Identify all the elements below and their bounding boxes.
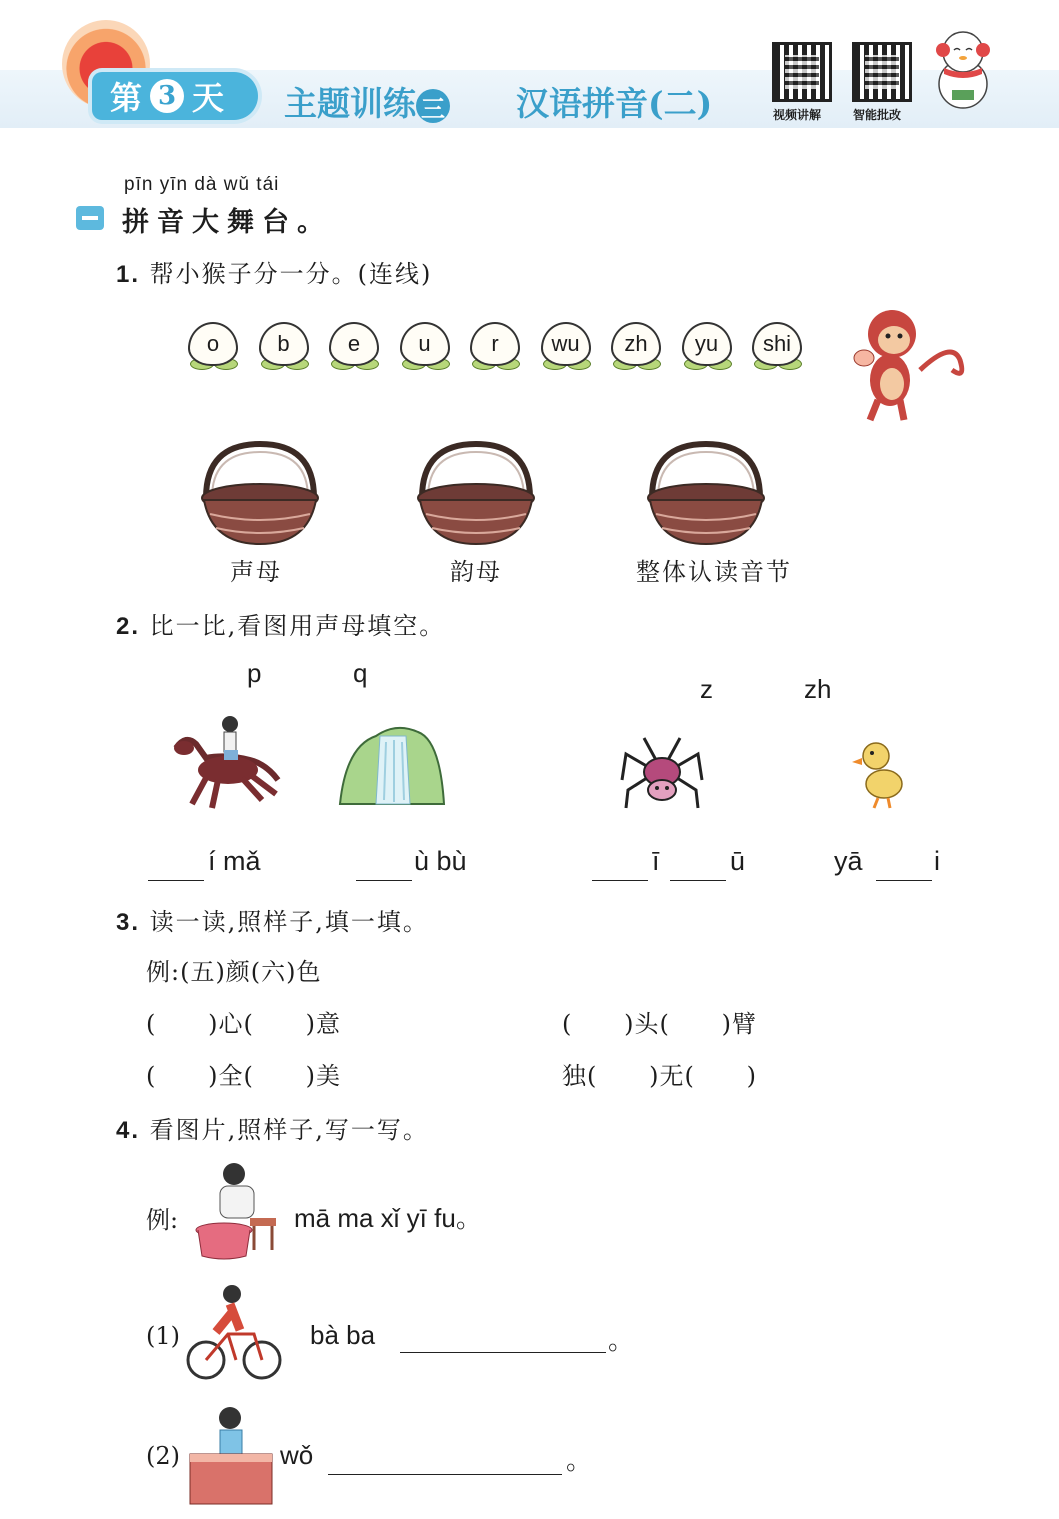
- peach-card[interactable]: [468, 316, 522, 370]
- theme-title: [284, 78, 450, 125]
- waterfall-icon: [336, 716, 448, 808]
- peach-card[interactable]: [539, 316, 593, 370]
- peach-label: o: [206, 331, 220, 356]
- fill-text-u: ū: [730, 846, 746, 876]
- fill-text-i: ī: [652, 846, 660, 876]
- question-4-title: [116, 1110, 429, 1145]
- question-2-text: 比一比,看图用声母填空。: [149, 612, 446, 640]
- peach-card[interactable]: [186, 316, 240, 370]
- peach-label: b: [277, 331, 290, 356]
- child-wiping-table-icon: [186, 1404, 276, 1508]
- peach-card[interactable]: [398, 316, 452, 370]
- monkey-icon: [842, 300, 966, 424]
- peach-card[interactable]: [257, 316, 311, 370]
- peach-card[interactable]: [680, 316, 734, 370]
- basket-label-finals: 韵母: [450, 558, 502, 586]
- peach-label: u: [418, 331, 431, 356]
- day-prefix: 第: [110, 79, 143, 117]
- section-number-icon: [76, 206, 104, 230]
- day-tab: [92, 72, 258, 120]
- section-title: 拼音大舞台。: [122, 207, 332, 238]
- subject-title: 汉语拼音(二): [516, 84, 713, 123]
- fill-text-i2: i: [934, 846, 940, 876]
- question-3-number: 3.: [116, 909, 141, 936]
- mother-washing-clothes-icon: [190, 1160, 282, 1266]
- item-2-start: wǒ: [280, 1440, 314, 1470]
- fill-text-ya: yā: [834, 846, 863, 876]
- theme-number-badge: 三: [416, 89, 450, 123]
- idiom-row[interactable]: 独( )无( ): [562, 1062, 757, 1090]
- day-suffix: 天: [192, 79, 225, 117]
- peach-card[interactable]: [750, 316, 804, 370]
- basket-icon[interactable]: [198, 440, 322, 550]
- spider-icon: [620, 734, 704, 812]
- peach-card[interactable]: [327, 316, 381, 370]
- fill-blank-4[interactable]: [670, 854, 726, 881]
- example-label: 例:: [146, 1206, 179, 1234]
- question-2-title: [116, 606, 445, 641]
- question-1-title: [116, 254, 432, 289]
- basket-label-whole-syllables: 整体认读音节: [636, 558, 792, 586]
- peach-label: e: [347, 331, 361, 356]
- item-1-label: (1): [146, 1322, 180, 1350]
- idiom-row[interactable]: ( )头( )臂: [562, 1010, 757, 1038]
- question-2-number: 2.: [116, 613, 141, 640]
- peach-label: wu: [551, 331, 580, 356]
- duck-icon: [852, 738, 908, 810]
- fill-text-ubu: ù bù: [414, 846, 467, 876]
- fill-text-ima: í mǎ: [208, 846, 261, 876]
- peach-card[interactable]: [609, 316, 663, 370]
- fill-blank-2[interactable]: [356, 854, 412, 881]
- basket-icon[interactable]: [414, 440, 538, 550]
- question-3-text: 读一读,照样子,填一填。: [149, 908, 429, 936]
- day-number: 3: [150, 79, 184, 113]
- fill-blank-5[interactable]: [876, 854, 932, 881]
- peach-label: yu: [694, 331, 719, 356]
- snowman-mascot-icon: [930, 24, 996, 110]
- theme-label: 主题训练: [284, 84, 416, 123]
- father-riding-bike-icon: [184, 1284, 284, 1386]
- question-4-text: 看图片,照样子,写一写。: [149, 1116, 429, 1144]
- item-1-answer-line[interactable]: [400, 1322, 606, 1353]
- letter-q: q: [353, 658, 368, 688]
- idiom-row[interactable]: ( )全( )美: [146, 1062, 341, 1090]
- item-1-start: bà ba: [310, 1320, 376, 1350]
- fill-blank-1[interactable]: [148, 854, 204, 881]
- qr-video-label: 视频讲解: [773, 108, 822, 122]
- letter-zh: zh: [804, 674, 832, 704]
- letter-p: p: [247, 658, 262, 688]
- basket-label-initials: 声母: [230, 558, 282, 586]
- question-1-number: 1.: [116, 261, 141, 288]
- qr-code-grading-icon[interactable]: [852, 42, 912, 102]
- question-1-text: 帮小猴子分一分。(连线): [149, 260, 433, 288]
- basket-icon[interactable]: [644, 440, 768, 550]
- question-3-title: [116, 902, 429, 937]
- item-1-end: 。: [608, 1325, 635, 1355]
- qr-code-video-icon[interactable]: [772, 42, 832, 102]
- item-2-answer-line[interactable]: [328, 1444, 562, 1475]
- qr-grading-label: 智能批改: [853, 108, 902, 122]
- question-4-number: 4.: [116, 1117, 141, 1144]
- item-2-label: (2): [146, 1442, 180, 1470]
- section-pinyin: pīn yīn dà wǔ tái: [124, 174, 280, 195]
- fill-blank-3[interactable]: [592, 854, 648, 881]
- idiom-example: 例:(五)颜(六)色: [146, 958, 322, 986]
- example-pinyin: mā ma xǐ yī fu。: [294, 1203, 482, 1233]
- peach-label: zh: [624, 331, 648, 356]
- horse-rider-icon: [166, 714, 282, 814]
- idiom-row[interactable]: ( )心( )意: [146, 1010, 341, 1038]
- peach-label: shi: [762, 331, 792, 356]
- letter-z: z: [700, 674, 713, 704]
- peach-label: r: [491, 331, 499, 356]
- item-2-end: 。: [566, 1445, 593, 1475]
